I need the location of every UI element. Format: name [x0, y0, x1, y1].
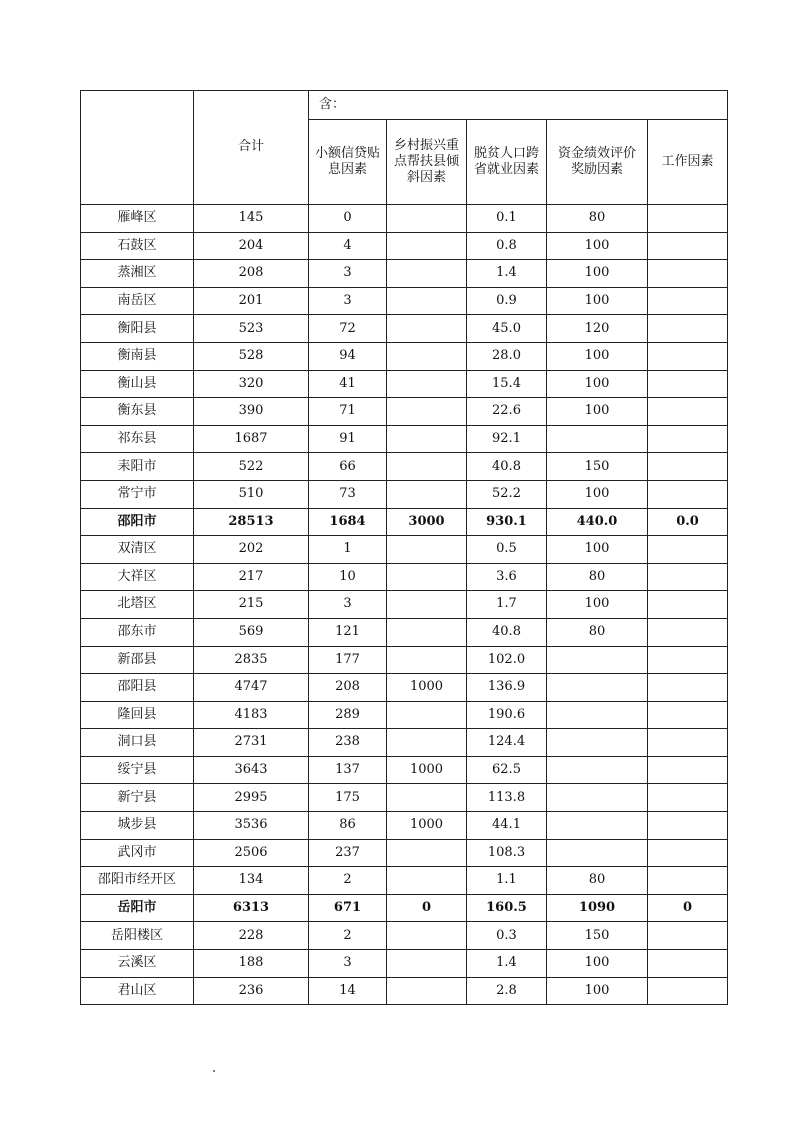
microcredit-value: 238: [309, 729, 387, 757]
employment-value: 190.6: [467, 701, 547, 729]
work-value: [648, 370, 728, 398]
work-value: [648, 398, 728, 426]
key-county-value: [387, 398, 467, 426]
total-value: 2731: [194, 729, 309, 757]
key-county-value: [387, 536, 467, 564]
table-row: [81, 480, 728, 508]
reward-value: 100: [547, 398, 648, 426]
total-value: 2835: [194, 646, 309, 674]
reward-value: 80: [547, 867, 648, 895]
reward-value: 100: [547, 342, 648, 370]
region-name: 石鼓区: [81, 232, 194, 260]
table-row: [81, 563, 728, 591]
reward-value: 80: [547, 618, 648, 646]
header-microcredit-interest: 小额信贷贴息因素: [309, 120, 387, 205]
key-county-value: [387, 977, 467, 1005]
region-name: 南岳区: [81, 287, 194, 315]
reward-value: 100: [547, 287, 648, 315]
employment-value: 124.4: [467, 729, 547, 757]
key-county-value: 1000: [387, 756, 467, 784]
microcredit-value: 3: [309, 260, 387, 288]
region-name: 绥宁县: [81, 756, 194, 784]
employment-value: 108.3: [467, 839, 547, 867]
fund-allocation-table: [80, 90, 728, 1005]
total-value: 3536: [194, 812, 309, 840]
work-value: [648, 977, 728, 1005]
table-row: [81, 646, 728, 674]
employment-value: 1.7: [467, 591, 547, 619]
table-row: [81, 508, 728, 536]
key-county-value: [387, 867, 467, 895]
employment-value: 102.0: [467, 646, 547, 674]
region-name: 衡南县: [81, 342, 194, 370]
table-row: [81, 756, 728, 784]
total-value: 204: [194, 232, 309, 260]
work-value: [648, 646, 728, 674]
microcredit-value: 94: [309, 342, 387, 370]
region-name: 蒸湘区: [81, 260, 194, 288]
microcredit-value: 137: [309, 756, 387, 784]
total-value: 522: [194, 453, 309, 481]
microcredit-value: 3: [309, 591, 387, 619]
key-county-value: 0: [387, 894, 467, 922]
employment-value: 52.2: [467, 480, 547, 508]
key-county-value: 1000: [387, 674, 467, 702]
employment-value: 62.5: [467, 756, 547, 784]
table-row: [81, 370, 728, 398]
work-value: [648, 922, 728, 950]
region-name: 衡东县: [81, 398, 194, 426]
table-row: [81, 342, 728, 370]
work-value: [648, 591, 728, 619]
microcredit-value: 2: [309, 922, 387, 950]
work-value: [648, 315, 728, 343]
microcredit-value: 175: [309, 784, 387, 812]
microcredit-value: 86: [309, 812, 387, 840]
total-value: 6313: [194, 894, 309, 922]
table-row: [81, 950, 728, 978]
header-work-factor: 工作因素: [648, 120, 728, 205]
reward-value: 440.0: [547, 508, 648, 536]
reward-value: [547, 425, 648, 453]
table-row: [81, 260, 728, 288]
reward-value: 100: [547, 950, 648, 978]
employment-value: 15.4: [467, 370, 547, 398]
header-performance-reward: 资金绩效评价奖励因素: [547, 120, 648, 205]
employment-value: 92.1: [467, 425, 547, 453]
employment-value: 2.8: [467, 977, 547, 1005]
region-name: 双清区: [81, 536, 194, 564]
work-value: 0.0: [648, 508, 728, 536]
total-value: 2995: [194, 784, 309, 812]
microcredit-value: 237: [309, 839, 387, 867]
microcredit-value: 71: [309, 398, 387, 426]
key-county-value: [387, 618, 467, 646]
region-name: 新邵县: [81, 646, 194, 674]
header-including-label: 含：: [309, 91, 728, 120]
reward-value: 100: [547, 232, 648, 260]
total-value: 320: [194, 370, 309, 398]
microcredit-value: 4: [309, 232, 387, 260]
employment-value: 1.4: [467, 260, 547, 288]
table-row: [81, 398, 728, 426]
employment-value: 160.5: [467, 894, 547, 922]
reward-value: 100: [547, 480, 648, 508]
employment-value: 3.6: [467, 563, 547, 591]
region-name: 衡山县: [81, 370, 194, 398]
total-value: 4747: [194, 674, 309, 702]
key-county-value: [387, 922, 467, 950]
table-row: [81, 453, 728, 481]
table-row: [81, 205, 728, 233]
header-cross-province-employment: 脱贫人口跨省就业因素: [467, 120, 547, 205]
table-row: [81, 591, 728, 619]
work-value: [648, 867, 728, 895]
employment-value: 1.1: [467, 867, 547, 895]
region-name: 耒阳市: [81, 453, 194, 481]
microcredit-value: 91: [309, 425, 387, 453]
key-county-value: [387, 701, 467, 729]
microcredit-value: 208: [309, 674, 387, 702]
key-county-value: [387, 729, 467, 757]
microcredit-value: 14: [309, 977, 387, 1005]
table-row: [81, 701, 728, 729]
employment-value: 22.6: [467, 398, 547, 426]
key-county-value: [387, 784, 467, 812]
region-name: 邵阳市经开区: [81, 867, 194, 895]
microcredit-value: 177: [309, 646, 387, 674]
microcredit-value: 73: [309, 480, 387, 508]
reward-value: 100: [547, 260, 648, 288]
key-county-value: [387, 563, 467, 591]
key-county-value: [387, 205, 467, 233]
header-row-top: [81, 91, 728, 120]
reward-value: 100: [547, 536, 648, 564]
region-name: 雁峰区: [81, 205, 194, 233]
table-row: [81, 425, 728, 453]
reward-value: 80: [547, 205, 648, 233]
microcredit-value: 10: [309, 563, 387, 591]
employment-value: 40.8: [467, 453, 547, 481]
reward-value: 150: [547, 922, 648, 950]
microcredit-value: 1: [309, 536, 387, 564]
key-county-value: [387, 342, 467, 370]
total-value: 201: [194, 287, 309, 315]
work-value: [648, 232, 728, 260]
employment-value: 136.9: [467, 674, 547, 702]
key-county-value: [387, 480, 467, 508]
work-value: [648, 729, 728, 757]
total-value: 228: [194, 922, 309, 950]
key-county-value: [387, 425, 467, 453]
key-county-value: [387, 646, 467, 674]
microcredit-value: 289: [309, 701, 387, 729]
key-county-value: [387, 370, 467, 398]
region-name: 邵阳市: [81, 508, 194, 536]
total-value: 236: [194, 977, 309, 1005]
microcredit-value: 0: [309, 205, 387, 233]
table-row: [81, 784, 728, 812]
reward-value: [547, 839, 648, 867]
total-value: 3643: [194, 756, 309, 784]
table-row: [81, 287, 728, 315]
microcredit-value: 1684: [309, 508, 387, 536]
reward-value: 120: [547, 315, 648, 343]
total-value: 188: [194, 950, 309, 978]
region-name: 云溪区: [81, 950, 194, 978]
work-value: [648, 618, 728, 646]
work-value: [648, 812, 728, 840]
employment-value: 0.3: [467, 922, 547, 950]
employment-value: 0.1: [467, 205, 547, 233]
work-value: 0: [648, 894, 728, 922]
microcredit-value: 66: [309, 453, 387, 481]
employment-value: 0.9: [467, 287, 547, 315]
employment-value: 0.8: [467, 232, 547, 260]
region-name: 邵阳县: [81, 674, 194, 702]
employment-value: 1.4: [467, 950, 547, 978]
region-name: 岳阳楼区: [81, 922, 194, 950]
total-value: 4183: [194, 701, 309, 729]
total-value: 202: [194, 536, 309, 564]
employment-value: 45.0: [467, 315, 547, 343]
employment-value: 0.5: [467, 536, 547, 564]
table-row: [81, 618, 728, 646]
table-row: [81, 674, 728, 702]
region-name: 岳阳市: [81, 894, 194, 922]
reward-value: 100: [547, 591, 648, 619]
region-name: 隆回县: [81, 701, 194, 729]
region-name: 大祥区: [81, 563, 194, 591]
employment-value: 44.1: [467, 812, 547, 840]
table-row: [81, 922, 728, 950]
work-value: [648, 701, 728, 729]
reward-value: 100: [547, 370, 648, 398]
key-county-value: [387, 287, 467, 315]
total-value: 2506: [194, 839, 309, 867]
total-value: 510: [194, 480, 309, 508]
microcredit-value: 121: [309, 618, 387, 646]
employment-value: 930.1: [467, 508, 547, 536]
region-name: 衡阳县: [81, 315, 194, 343]
region-name: 祁东县: [81, 425, 194, 453]
key-county-value: 1000: [387, 812, 467, 840]
employment-value: 40.8: [467, 618, 547, 646]
microcredit-value: 3: [309, 287, 387, 315]
reward-value: [547, 756, 648, 784]
key-county-value: [387, 232, 467, 260]
table-row: [81, 867, 728, 895]
reward-value: [547, 646, 648, 674]
reward-value: 150: [547, 453, 648, 481]
microcredit-value: 41: [309, 370, 387, 398]
table-row: [81, 232, 728, 260]
reward-value: [547, 729, 648, 757]
work-value: [648, 287, 728, 315]
total-value: 1687: [194, 425, 309, 453]
microcredit-value: 2: [309, 867, 387, 895]
key-county-value: [387, 591, 467, 619]
reward-value: 100: [547, 977, 648, 1005]
microcredit-value: 671: [309, 894, 387, 922]
total-value: 208: [194, 260, 309, 288]
work-value: [648, 205, 728, 233]
total-value: 134: [194, 867, 309, 895]
region-name: 洞口县: [81, 729, 194, 757]
work-value: [648, 839, 728, 867]
reward-value: [547, 701, 648, 729]
table-row: [81, 839, 728, 867]
total-value: 217: [194, 563, 309, 591]
region-name: 常宁市: [81, 480, 194, 508]
region-name: 北塔区: [81, 591, 194, 619]
table-row: [81, 977, 728, 1005]
region-name: 新宁县: [81, 784, 194, 812]
work-value: [648, 342, 728, 370]
table-row: [81, 536, 728, 564]
scan-speck: [213, 1070, 215, 1072]
total-value: 569: [194, 618, 309, 646]
work-value: [648, 260, 728, 288]
header-total: 合计: [194, 91, 309, 205]
work-value: [648, 784, 728, 812]
reward-value: 80: [547, 563, 648, 591]
work-value: [648, 480, 728, 508]
total-value: 215: [194, 591, 309, 619]
reward-value: [547, 812, 648, 840]
total-value: 523: [194, 315, 309, 343]
reward-value: [547, 784, 648, 812]
region-name: 武冈市: [81, 839, 194, 867]
header-key-county-tilt: 乡村振兴重点帮扶县倾斜因素: [387, 120, 467, 205]
work-value: [648, 674, 728, 702]
work-value: [648, 453, 728, 481]
key-county-value: [387, 315, 467, 343]
employment-value: 28.0: [467, 342, 547, 370]
table-body: [81, 205, 728, 1005]
region-name: 邵东市: [81, 618, 194, 646]
region-name: 君山区: [81, 977, 194, 1005]
header-region-cell: [81, 91, 194, 205]
key-county-value: [387, 950, 467, 978]
key-county-value: 3000: [387, 508, 467, 536]
table-row: [81, 894, 728, 922]
work-value: [648, 950, 728, 978]
table-row: [81, 812, 728, 840]
key-county-value: [387, 260, 467, 288]
total-value: 145: [194, 205, 309, 233]
work-value: [648, 536, 728, 564]
work-value: [648, 425, 728, 453]
microcredit-value: 3: [309, 950, 387, 978]
table-row: [81, 729, 728, 757]
reward-value: [547, 674, 648, 702]
work-value: [648, 756, 728, 784]
key-county-value: [387, 839, 467, 867]
region-name: 城步县: [81, 812, 194, 840]
microcredit-value: 72: [309, 315, 387, 343]
work-value: [648, 563, 728, 591]
table-row: [81, 315, 728, 343]
total-value: 528: [194, 342, 309, 370]
total-value: 390: [194, 398, 309, 426]
total-value: 28513: [194, 508, 309, 536]
key-county-value: [387, 453, 467, 481]
reward-value: 1090: [547, 894, 648, 922]
employment-value: 113.8: [467, 784, 547, 812]
